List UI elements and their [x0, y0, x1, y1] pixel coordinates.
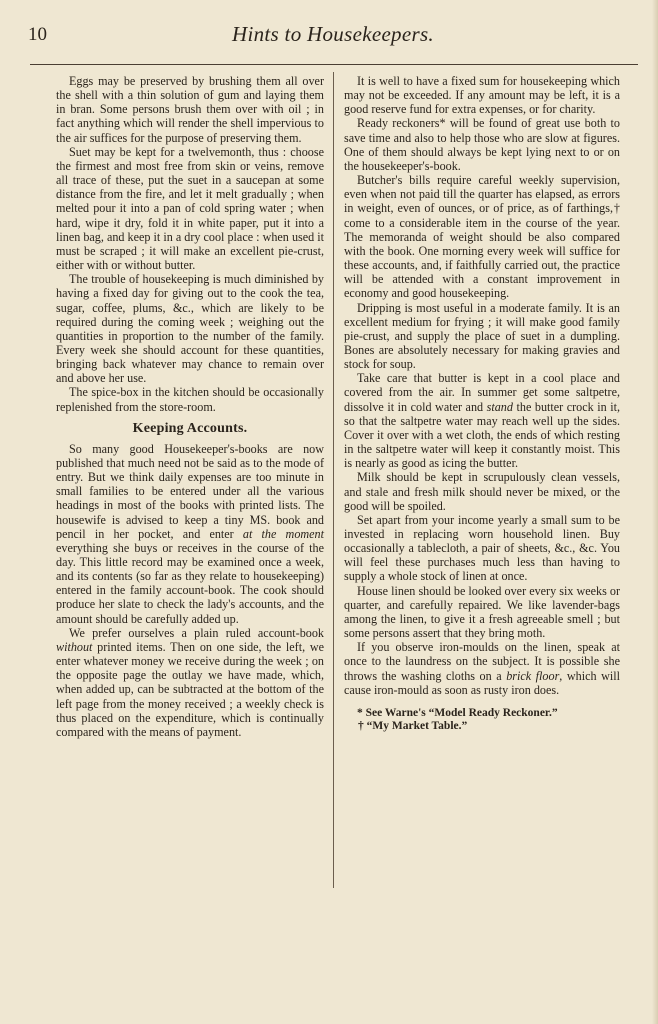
page-number: 10: [28, 24, 47, 45]
italic-text: without: [56, 639, 93, 654]
paragraph-fixed-sum: It is well to have a fixed sum for housekeeping which may not be exceeded. If any amount may be left, it is a good reserve fund for extra expenses, or for charity.: [344, 74, 620, 117]
paragraph-ready-reckoners: Ready reckoners* will be found of great use both to save time and also to help those who are slow at figures. One of them should always be kept lying next to or on the housekeeper's-book.: [344, 116, 620, 173]
italic-text: at the moment: [242, 526, 324, 541]
paragraph-butchers-bills: Butcher's bills require careful weekly supervision, even when not paid till the quarter has elapsed, as errors in weight, even of ounces, or of price, as of farthings,† come to a considerable item in the course of the year. The memoranda of weight should be also compared with the book. One morning every week will suffice for these accounts, and, if faithfully carried out, the practice will be attended with a constant improvement in economy and good housekeeping.: [344, 173, 620, 301]
text-run: If you observe iron-moulds on the linen, speak at once to the laundress on the subject. It is possible she throws the washing cloths on a: [344, 640, 620, 683]
running-title: Hints to Housekeepers.: [232, 22, 434, 46]
section-heading-keeping-accounts: Keeping Accounts.: [132, 420, 248, 436]
header-rule: [30, 64, 638, 65]
text-run: Take care that butter is kept in a cool place and covered from the air. In summer get some saltpetre, dissolve it in cold water and: [344, 371, 620, 414]
italic-text: stand: [486, 399, 513, 414]
paragraph-iron-moulds: [344, 640, 620, 697]
page-header: [28, 22, 638, 50]
paragraph-butter: [344, 371, 620, 470]
left-column: [56, 74, 324, 739]
paragraph-eggs: Eggs may be preserved by brushing them all over the shell with a thin solution of gum and laying them in bran. Some persons brush them over with oil ; in fact anything which will render the shell impervious to the air suffices for the purpose of preserving them.: [56, 74, 324, 145]
text-run: printed items. Then on one side, the left, we enter whatever money we receive during the week ; on the opposite page the outlay we have made, which, when added up, can be subtracted at the bottom of the left page from the money received ; a weekly check is thus placed on the expenditure, which is continually compared with the means of payment.: [56, 639, 324, 739]
paragraph-linen-fund: Set apart from your income yearly a small sum to be invested in replacing worn household linen. Buy occasionally a tablecloth, a pair of sheets, &c., &c. You will feel these purchases much less than having to supply a whole stock of linen at once.: [344, 512, 620, 584]
paragraph-housekeeping-trouble: The trouble of housekeeping is much diminished by having a fixed day for giving out to the cook the tea, sugar, coffee, plums, &c., which are likely to be required during the coming week ; weighing out the quantities in proportion to the number of the family. Every week she should account for these quantities, bringing back whatever may chance to remain over and above her use.: [56, 272, 324, 386]
text-run: everything she buys or receives in the course of the day. This little record may be examined once a week, and its contents (so far as they relate to housekeeping) entered in the family account-book. The cook should produce her slate to check the lady's accounts, and the amount should be carefully added up.: [56, 540, 324, 626]
text-run: So many good Housekeeper's-books are now published that much need not be said as to the mode of entry. But we think daily expenses are too minute in small families to be entered under all the various headings in most of the books with printed lists. The housewife is advised to keep a tiny MS. book and pencil in her pocket, and enter: [56, 441, 324, 541]
page-edge-shadow: [652, 0, 658, 1024]
italic-text: brick floor: [506, 668, 560, 683]
text-run: We prefer ourselves a plain ruled account-book: [69, 625, 324, 640]
text-run: , which will cause iron-mould as soon as rusty iron does.: [344, 668, 620, 697]
paragraph-dripping: Dripping is most useful in a moderate family. It is an excellent medium for frying ; it will make good family pie-crust, and supply the place of suet in a dumpling. Bones are absolutely necessary for making gravies and stock for soup.: [344, 300, 620, 372]
paragraph-spice-box: The spice-box in the kitchen should be occasionally replenished from the store-room.: [56, 385, 324, 414]
paragraph-housekeeper-books: [56, 442, 324, 626]
right-column: [344, 74, 620, 734]
column-divider: [333, 72, 334, 888]
footnotes: [344, 707, 620, 734]
footnote-ready-reckoner: * See Warne's “Model Ready Reckoner.”: [357, 706, 558, 719]
text-run: the butter crock in it, so that the saltpetre water may reach well up the sides. Cover it over with a wet cloth, the ends of which resting in the saltpetre water will keep it constantly moist. This is nearly as good as icing the butter.: [344, 399, 621, 471]
paragraph-account-book: [56, 626, 324, 739]
footnote-market-table: † “My Market Table.”: [358, 720, 468, 733]
paragraph-suet: Suet may be kept for a twelvemonth, thus : choose the firmest and most free from skin or veins, remove all trace of these, put the suet in a saucepan at some distance from the fire, and let it melt gradually ; when melted pour it into a pan of cold spring water ; when hard, wipe it dry, fold it in white paper, put it into a linen bag, and keep it in a dry cool place : when used it must be scraped ; it will make an excellent pie-crust, either with or without butter.: [56, 144, 324, 273]
paragraph-house-linen: House linen should be looked over every six weeks or quarter, and carefully repaired. We like lavender-bags among the linen, to give it a fresh agreeable smell ; but some persons assert that they bring moth.: [344, 583, 620, 641]
paragraph-milk: Milk should be kept in scrupulously clean vessels, and stale and fresh milk should never be mixed, or the good will be spoiled.: [344, 470, 620, 513]
